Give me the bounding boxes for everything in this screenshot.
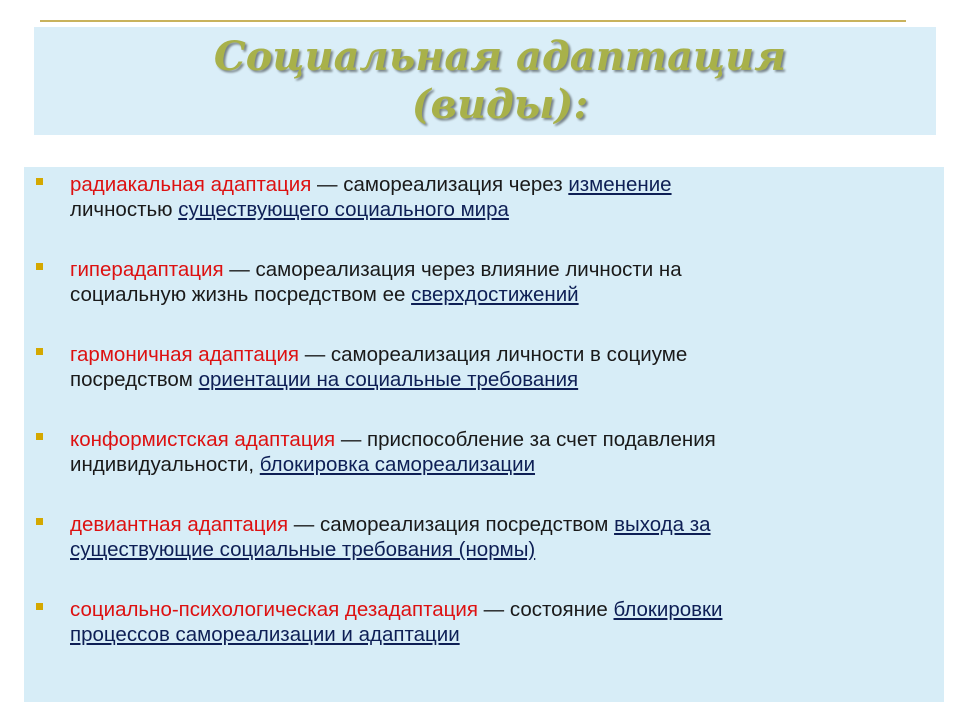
list-item <box>70 512 910 562</box>
item-definition: личностью <box>70 198 179 221</box>
bullet-square-icon <box>36 263 43 270</box>
item-definition: посредством <box>70 368 199 391</box>
list-item <box>70 427 910 477</box>
item-underlined: выхода за <box>614 513 711 536</box>
item-term: социально-психологическая дезадаптация <box>70 598 478 621</box>
item-underlined: блокировки <box>613 598 723 621</box>
item-definition: — состояние <box>477 598 614 621</box>
list-item <box>70 597 910 647</box>
bullet-square-icon <box>36 518 43 525</box>
item-definition: — самореализация через <box>311 173 569 196</box>
list-item <box>70 172 910 222</box>
item-underlined: изменение <box>568 173 672 196</box>
item-term: конформистская адаптация <box>70 428 336 451</box>
item-underlined: существующего социального мира <box>178 198 509 221</box>
item-term: радиакальная адаптация <box>70 173 312 196</box>
item-underlined: существующие социальные требования (нормы) <box>70 538 536 561</box>
title-panel <box>34 27 936 135</box>
list-item <box>70 342 910 392</box>
item-definition: — самореализация через влияние личности на <box>223 258 682 281</box>
item-underlined: ориентации на социальные требования <box>198 368 579 391</box>
bullet-square-icon <box>36 178 43 185</box>
slide-title-line2: (виды): <box>411 81 589 128</box>
item-term: гиперадаптация <box>70 258 224 281</box>
bullet-square-icon <box>36 433 43 440</box>
slide-title-line1: Социальная адаптация <box>213 33 787 80</box>
list-item <box>70 257 910 307</box>
item-definition: социальную жизнь посредством ее <box>70 283 412 306</box>
item-underlined: процессов самореализации и адаптации <box>70 623 460 646</box>
item-term: девиантная адаптация <box>70 513 289 536</box>
item-definition: индивидуальности, <box>70 453 260 476</box>
bullet-square-icon <box>36 348 43 355</box>
slide-title <box>34 33 936 129</box>
item-term: гармоничная адаптация <box>70 343 300 366</box>
item-definition: — самореализация личности в социуме <box>299 343 688 366</box>
item-definition: — приспособление за счет подавления <box>335 428 716 451</box>
title-top-rule <box>40 20 906 22</box>
item-definition: — самореализация посредством <box>288 513 615 536</box>
item-underlined: сверхдостижений <box>411 283 579 306</box>
item-underlined: блокировка самореализации <box>259 453 536 476</box>
bullet-square-icon <box>36 603 43 610</box>
